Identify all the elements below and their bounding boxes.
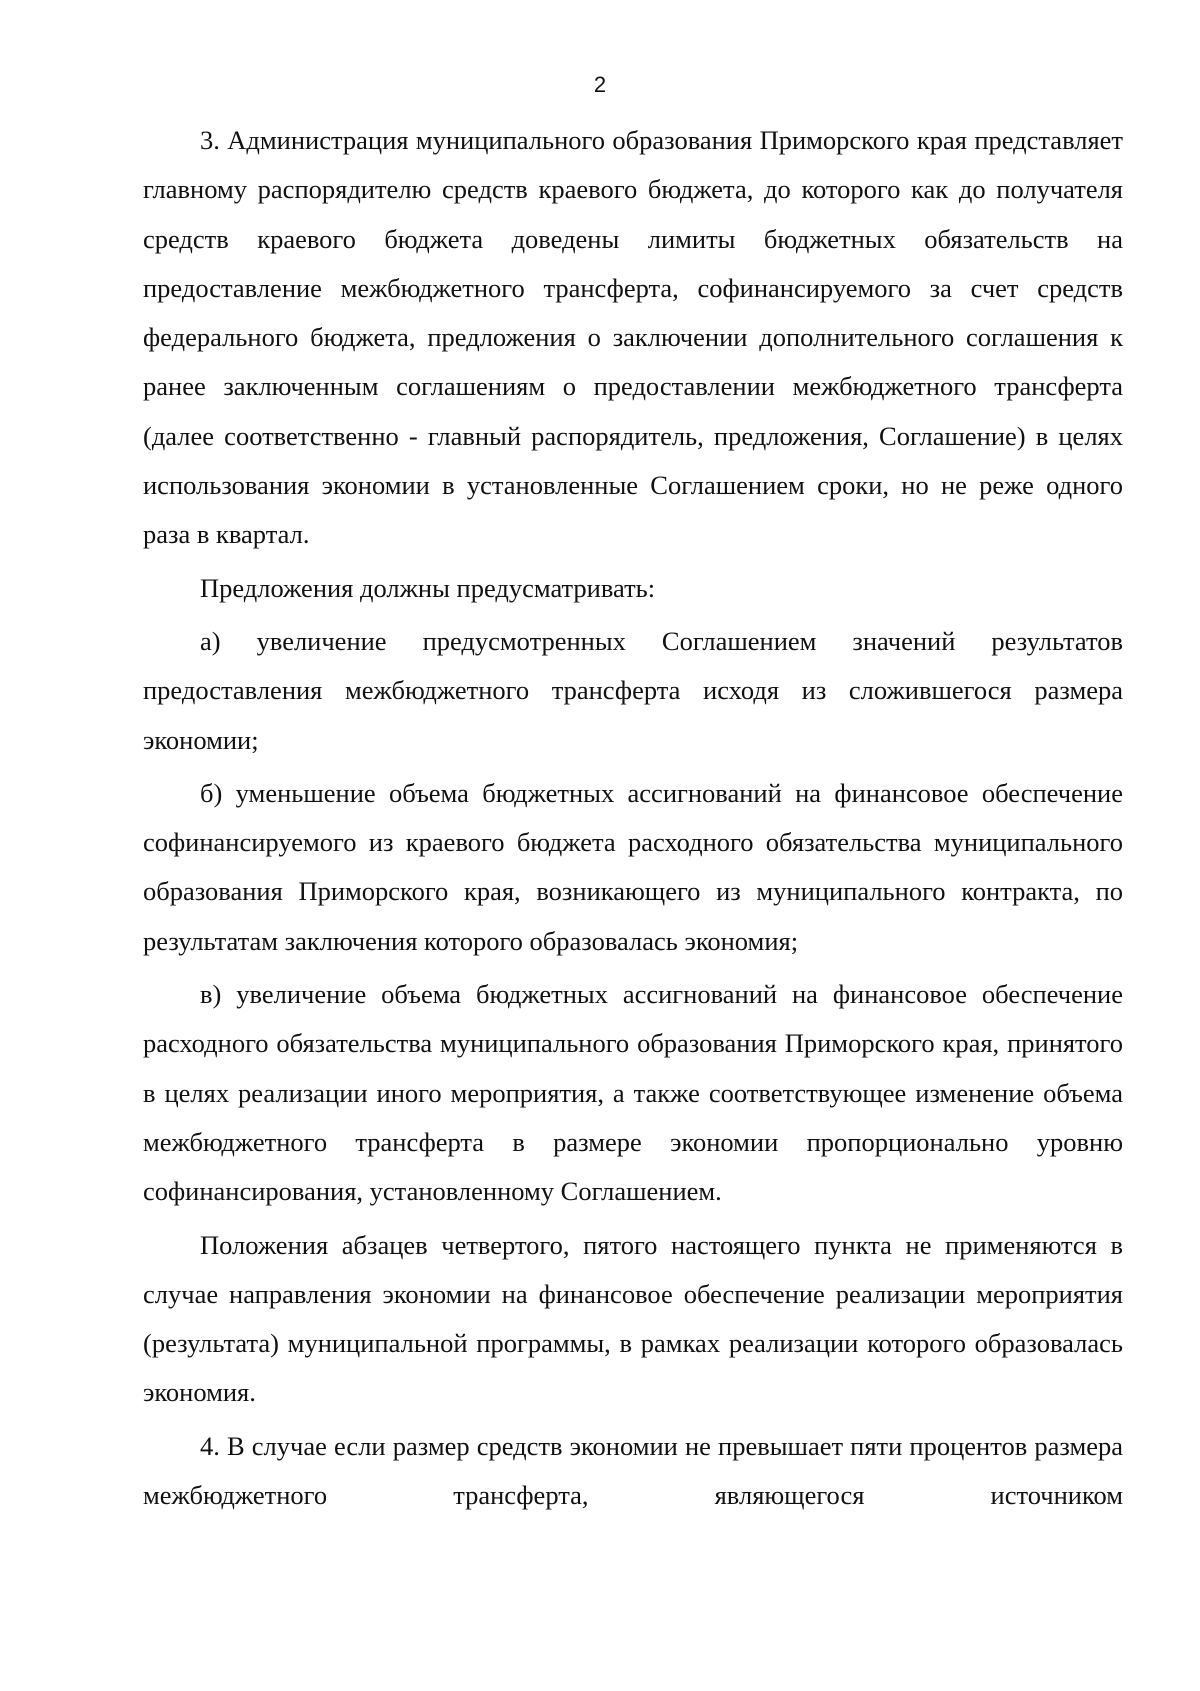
paragraph-subitem-b: б) уменьшение объема бюджетных ассигнований на финансовое обеспечение софинансируемого из краевого бюджета расходного обязательства муниципального образования Приморского края, возникающего из муниципального контракта, по результатам заключения которого образовалась экономия;	[143, 777, 1123, 956]
paragraph-subitem-a: а) увеличение предусмотренных Соглашением значений результатов предоставления межбюджетного трансферта исходя из сложившегося размера экономии;	[143, 625, 1123, 755]
paragraph-subitem-v: в) увеличение объема бюджетных ассигнований на финансовое обеспечение расходного обязательства муниципального образования Приморского края, принятого в целях реализации иного мероприятия, а также соответствующее изменение объема межбюджетного трансферта в размере экономии пропорционально уровню софинансирования, установленному Соглашением.	[143, 979, 1123, 1207]
page-number: 2	[593, 72, 607, 97]
paragraph-proposals-intro: Предложения должны предусматривать:	[200, 572, 656, 603]
paragraph-item-3: 3. Администрация муниципального образования Приморского края представляет главному распорядителю средств краевого бюджета, до которого как до получателя средств краевого бюджета доведены лимиты бюджетных обязательств на предоставление межбюджетного трансферта, софинансируемого за счет средств федерального бюджета, предложения о заключении дополнительного соглашения к ранее заключенным соглашениям о предоставлении межбюджетного трансферта (далее соответственно - главный распорядитель, предложения, Соглашение) в целях использования экономии в установленные Соглашением сроки, но не реже одного раза в квартал.	[143, 125, 1123, 550]
paragraph-provisions: Положения абзацев четвертого, пятого настоящего пункта не применяются в случае направления экономии на финансовое обеспечение реализации мероприятия (результата) муниципальной программы, в рамках реализации которого образовалась экономия.	[143, 1229, 1123, 1408]
document-body	[143, 116, 1123, 1520]
paragraph-item-4: 4. В случае если размер средств экономии не превышает пяти процентов размера межбюджетного трансферта, являющегося источником	[143, 1430, 1123, 1511]
